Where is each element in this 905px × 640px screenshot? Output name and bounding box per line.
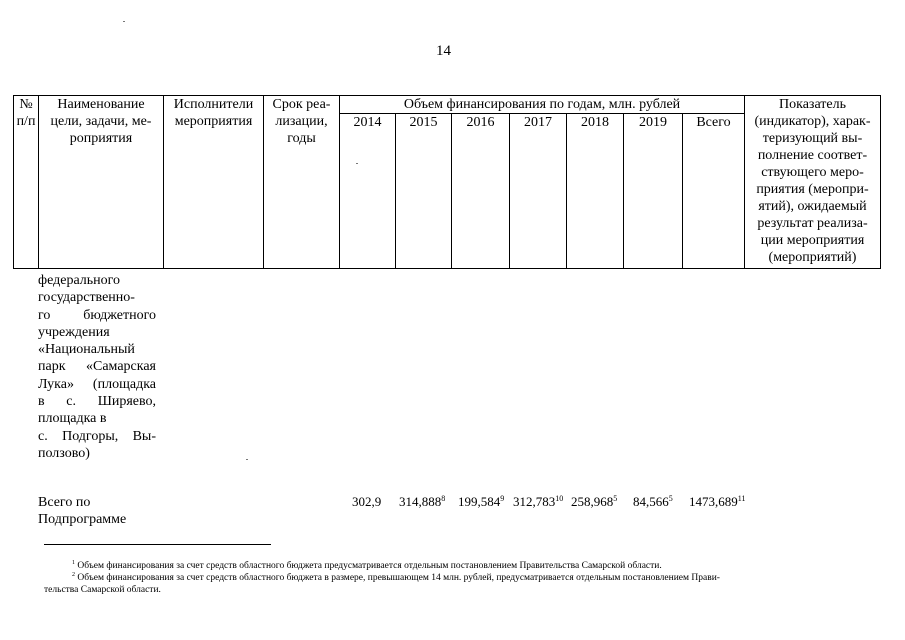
header-indicator-line: (индикатор), харак-: [754, 114, 871, 129]
header-num-line: №: [19, 97, 33, 112]
total-value: 302,9: [352, 494, 382, 509]
footnote-ref: 9: [500, 494, 505, 503]
header-funding: Объем финансирования по годам, млн. рублей: [340, 96, 745, 114]
scan-speck: [356, 163, 358, 164]
page-number: 14: [436, 43, 451, 59]
year-header-total: Всего: [683, 114, 745, 269]
total-2018: [571, 494, 617, 510]
year-header-2014: 2014: [340, 114, 396, 269]
measure-description: [38, 272, 156, 462]
footnote-ref: 10: [555, 494, 564, 503]
header-period-line: годы: [287, 131, 316, 146]
header-indicator-line: ствующего меро-: [761, 165, 864, 180]
total-2015: [399, 494, 445, 510]
year-header-2019: 2019: [624, 114, 683, 269]
header-indicator-line: приятия (меропри-: [756, 182, 869, 197]
total-value: 312,783: [513, 494, 556, 509]
description-line: площадка в: [38, 411, 107, 427]
description-line: парк «Самарская: [38, 359, 156, 375]
footnote-2: [44, 569, 824, 596]
scan-speck: [246, 459, 248, 460]
total-value: 258,968: [571, 494, 614, 509]
header-indicator-line: ятий), ожидаемый: [758, 199, 867, 214]
footnote-separator: [44, 544, 271, 545]
total-value: 1473,689: [689, 494, 738, 509]
description-line: в с. Ширяево,: [38, 394, 156, 410]
header-indicator-line: Показатель: [779, 97, 846, 112]
header-period-line: лизации,: [275, 114, 328, 129]
description-line: учреждения: [38, 324, 110, 340]
footnote-text: Объем финансирования за счет средств областного бюджета в размере, превышающем 14 млн. рублей, предусматривается отдельным постановлением Прави-: [77, 573, 720, 583]
footnote-ref: 5: [613, 494, 618, 503]
total-value: 199,584: [458, 494, 501, 509]
total-2019: [633, 494, 673, 510]
footnote-ref: 11: [737, 494, 746, 503]
total-value: 314,888: [399, 494, 442, 509]
year-header-2018: 2018: [567, 114, 624, 269]
footnote-marker: 2: [72, 572, 75, 578]
header-indicator-line: (мероприятий): [768, 250, 857, 265]
year-header-2016: 2016: [452, 114, 510, 269]
header-indicator-line: ции мероприятия: [760, 233, 865, 248]
funding-table: [13, 95, 881, 269]
description-line: федерального: [38, 273, 121, 288]
header-period: [264, 96, 340, 269]
total-2016: [458, 494, 504, 510]
header-name-line: Наименование: [57, 97, 145, 112]
header-name: [39, 96, 164, 269]
scan-speck: [123, 21, 125, 22]
header-executors-line: мероприятия: [174, 114, 253, 129]
total-value: 84,566: [633, 494, 669, 509]
total-all-years: [689, 494, 745, 510]
description-line: «Национальный: [38, 342, 135, 358]
footnote-ref: 5: [668, 494, 673, 503]
total-label-line: Всего по: [38, 495, 91, 510]
description-line: с. Подгоры, Вы-: [38, 428, 156, 444]
description-line: го бюджетного: [38, 307, 156, 323]
total-2014: [352, 494, 381, 510]
description-line: Лука» (площадка: [38, 376, 156, 392]
year-header-2015: 2015: [396, 114, 452, 269]
header-period-line: Срок реа-: [272, 97, 331, 112]
footnote-text: тельства Самарской области.: [44, 585, 161, 595]
footnote-text: Объем финансирования за счет средств областного бюджета предусматривается отдельным постановлением Правительства Самарской области.: [77, 561, 662, 571]
description-line: ползово): [38, 445, 90, 461]
description-line: государственно-: [38, 290, 135, 306]
total-label: [38, 494, 126, 528]
total-label-line: Подпрограмме: [38, 512, 127, 527]
header-num: [14, 96, 39, 269]
header-indicator-line: результат реализа-: [757, 216, 868, 231]
header-num-line: п/п: [16, 114, 36, 129]
header-name-line: роприятия: [69, 131, 133, 146]
header-indicator-line: теризующий вы-: [762, 131, 863, 146]
header-executors-line: Исполнители: [173, 97, 254, 112]
header-name-line: цели, задачи, ме-: [50, 114, 152, 129]
year-header-2017: 2017: [510, 114, 567, 269]
footnote-ref: 8: [441, 494, 446, 503]
total-2017: [513, 494, 563, 510]
footnote-marker: 1: [72, 560, 75, 566]
header-indicator: [745, 96, 881, 269]
header-indicator-line: полнение соответ-: [757, 148, 868, 163]
header-executors: [164, 96, 264, 269]
